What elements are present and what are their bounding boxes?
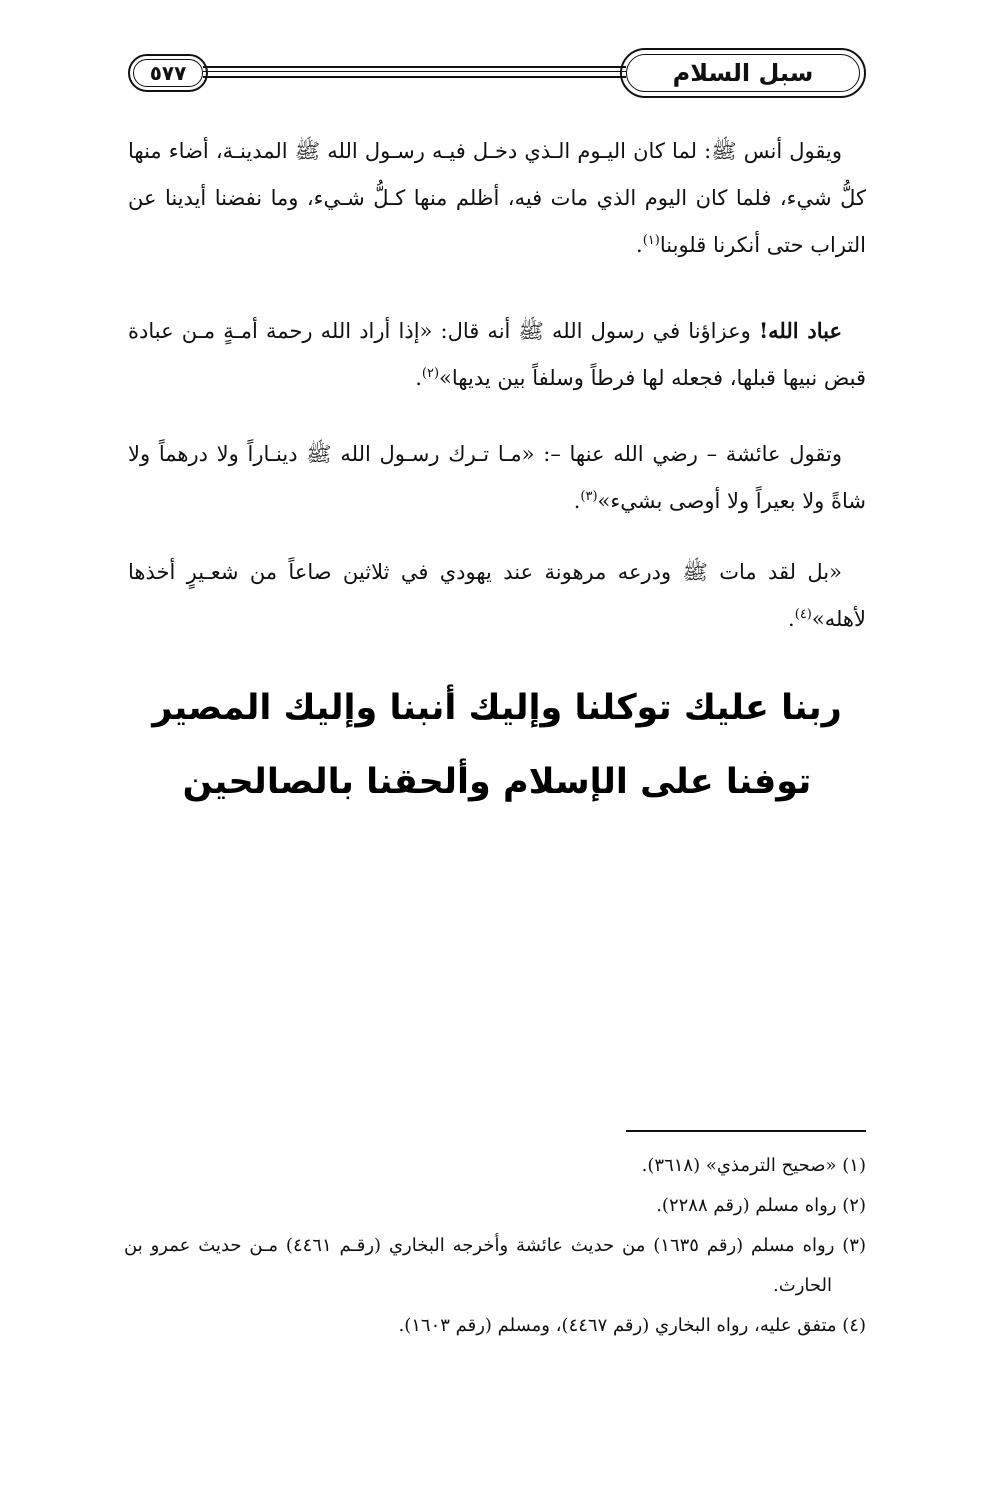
footnote-2: (٢) رواه مسلم (رقم ٢٢٨٨). bbox=[656, 1195, 866, 1216]
paragraph-text: وعزاؤنا في رسول الله ﷺ أنه قال: «إذا أراد الله رحمة أمـةٍ مـن عبادة قبض نبيها قبلها، فجعله لها فرطاً وسلفاً بين يديها» bbox=[128, 319, 866, 390]
paragraph-text: وتقول عائشة – رضي الله عنها –: «مـا تـرك رسـول الله ﷺ دينـاراً ولا درهماً ولا شاةً ولا بعيراً ولا أوصى بشيء» bbox=[128, 442, 866, 513]
paragraph-1 bbox=[128, 128, 866, 269]
footnote-marker: (٢) bbox=[421, 366, 440, 381]
paragraph-tail: . bbox=[788, 607, 795, 631]
footnote-marker: (٣) bbox=[580, 489, 598, 504]
page-header bbox=[128, 44, 866, 104]
footnote-marker: (٤) bbox=[794, 607, 812, 622]
header-rule bbox=[203, 66, 626, 78]
paragraph-tail: . bbox=[415, 366, 422, 390]
paragraph-2 bbox=[128, 307, 866, 402]
running-title: سبل السلام bbox=[672, 59, 814, 87]
title-frame bbox=[620, 48, 866, 98]
paragraph-3 bbox=[128, 431, 866, 525]
footnote-1: (١) «صحيح الترمذي» (٣٦١٨). bbox=[641, 1155, 866, 1176]
paragraph-text: ويقول أنس ﷺ: لما كان اليـوم الـذي دخـل فيـه رسـول الله ﷺ المدينـة، أضاء منها كلُّ شيء، فلما كان اليوم الذي مات فيه، أظلم منها كـلُّ شـيء، وما نفضنا أيدينا عن التراب حتى أنكرنا قلوبنا bbox=[128, 139, 866, 257]
page-number: ٥٧٧ bbox=[149, 61, 187, 85]
footnote-marker: (١) bbox=[642, 233, 660, 248]
footnote-separator bbox=[626, 1130, 866, 1132]
paragraph-tail: . bbox=[573, 489, 581, 513]
paragraph-4 bbox=[128, 549, 866, 643]
footnote-3: (٣) رواه مسلم (رقم ١٦٣٥) من حديث عائشة وأخرجه البخاري (رقـم ٤٤٦١) مـن حديث عمرو بن الحارث. bbox=[124, 1235, 866, 1296]
footnotes bbox=[124, 1146, 866, 1346]
paragraph-tail: . bbox=[636, 233, 643, 257]
calligraphy-line-2: توفنا على الإسلام وألحقنا بالصالحين bbox=[182, 762, 812, 802]
paragraph-lead: عباد الله! bbox=[758, 318, 842, 343]
paragraph-text: «بل لقد مات ﷺ ودرعه مرهونة عند يهودي في ثلاثين صاعاً من شعـيرٍ أخذها لأهله» bbox=[128, 560, 866, 631]
calligraphy-line-1: ربنا عليك توكلنا وإليك أنبنا وإليك المصير bbox=[152, 688, 842, 728]
page-number-frame bbox=[128, 54, 208, 92]
footnote-4: (٤) متفق عليه، رواه البخاري (رقم ٤٤٦٧)، ومسلم (رقم ١٦٠٣). bbox=[398, 1315, 866, 1336]
